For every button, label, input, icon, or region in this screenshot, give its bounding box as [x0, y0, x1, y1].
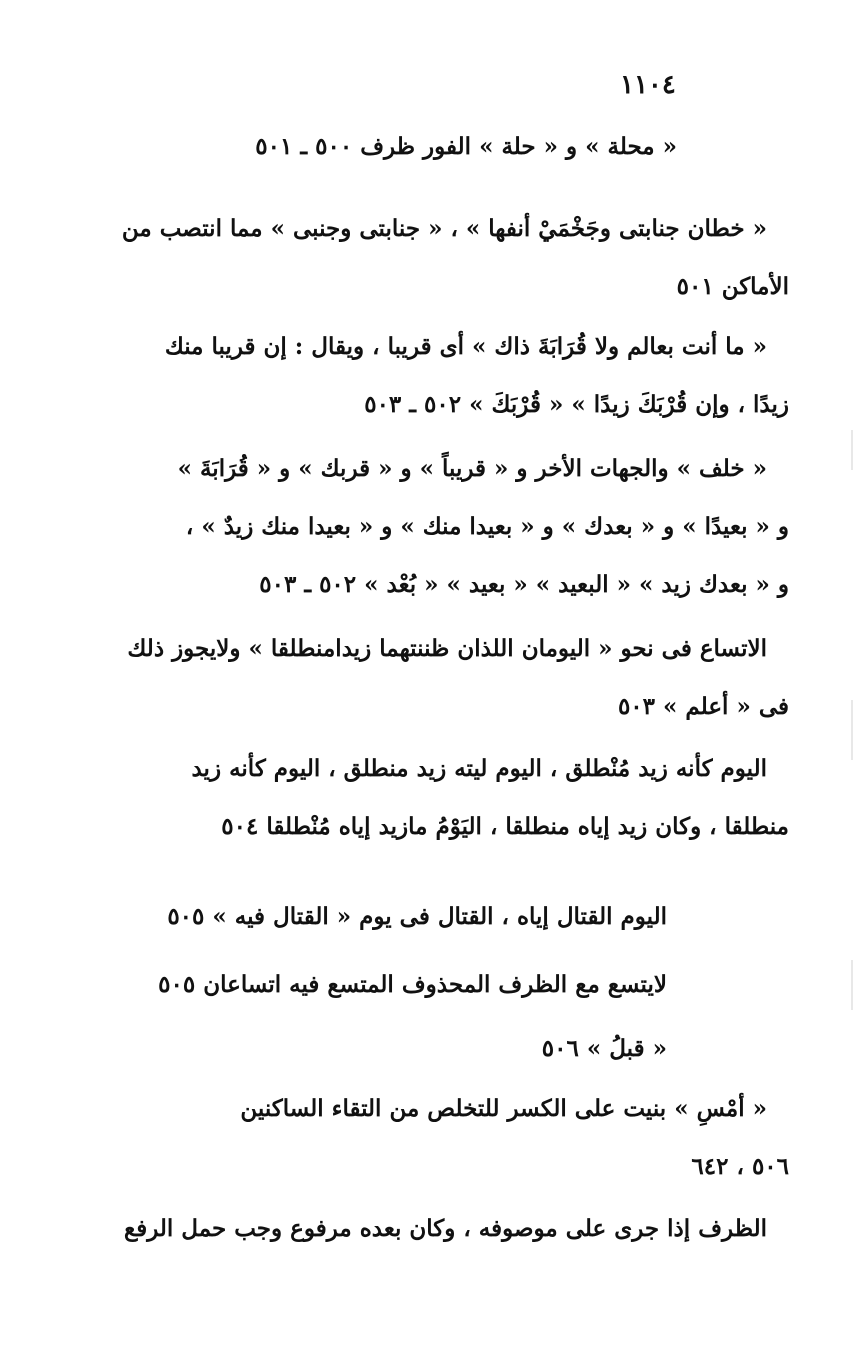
scan-mark	[851, 700, 853, 760]
entry-line: الاتساع فى نحو « اليومان اللذان ظننتهما زيدامنطلقا » ولايجوز ذلك	[127, 635, 767, 662]
scan-mark	[851, 430, 853, 470]
index-entry	[167, 888, 667, 946]
entry-line: فى « أعلم » ٥٠٣	[617, 693, 789, 720]
index-entry	[78, 620, 789, 736]
entry-line: و « بعدك زيد » « البعيد » « بعيد » « بُعْد » ٥٠٢ ـ ٥٠٣	[259, 571, 789, 598]
entry-line: اليوم القتال إياه ، القتال فى يوم « القتال فيه » ٥٠٥	[167, 903, 667, 930]
entry-line: الظرف إذا جرى على موصوفه ، وكان بعده مرفوع وجب حمل الرفع	[123, 1215, 767, 1242]
entry-line: و « بعيدًا » و « بعدك » و « بعيدا منك » و « بعيدا منك زيدٌ » ،	[185, 513, 789, 540]
entry-line: لايتسع مع الظرف المحذوف المتسع فيه اتساعان ٥٠٥	[158, 971, 667, 998]
entry-line: « محلة » و « حلة » الفور ظرف ٥٠٠ ـ ٥٠١	[255, 133, 677, 160]
index-entry	[78, 740, 789, 856]
index-entry	[78, 200, 789, 316]
index-entry	[78, 318, 789, 434]
entry-line: اليوم كأنه زيد مُنْطلق ، اليوم ليته زيد منطلق ، اليوم كأنه زيد	[191, 755, 767, 782]
index-entry	[542, 1020, 667, 1078]
entry-line: منطلقا ، وكان زيد إياه منطلقا ، اليَوْمُ مازيد إياه مُنْطلقا ٥٠٤	[221, 813, 789, 840]
index-entry	[158, 956, 667, 1014]
index-entry	[255, 118, 677, 176]
entry-line: « خطان جنابتى وجَخْمَيْ أنفها » ، « جنابتى وجنبى » مما انتصب من	[121, 215, 767, 242]
index-entry	[78, 440, 789, 614]
entry-line: ٥٠٦ ، ٦٤٢	[691, 1153, 789, 1180]
entry-line: « قبلُ » ٥٠٦	[541, 1035, 667, 1062]
index-entry	[78, 1200, 789, 1258]
page-number: ١١٠٤	[620, 70, 676, 100]
entry-line: الأماكن ٥٠١	[676, 273, 789, 300]
scan-mark	[851, 960, 853, 1010]
index-entry	[78, 1080, 789, 1196]
entry-line: « ما أنت بعالم ولا قُرَابَةَ ذاك » أى قريبا ، ويقال : إن قريبا منك	[164, 333, 767, 360]
entry-line: زيدًا ، وإن قُرْبَكَ زيدًا » « قُرْبَكَ » ٥٠٢ ـ ٥٠٣	[364, 391, 789, 418]
entry-line: « خلف » والجهات الأخر و « قريباً » و « قربك » و « قُرَابَةَ »	[177, 455, 767, 482]
entry-line: « أمْسِ » بنيت على الكسر للتخلص من التقاء الساكنين	[240, 1095, 767, 1122]
